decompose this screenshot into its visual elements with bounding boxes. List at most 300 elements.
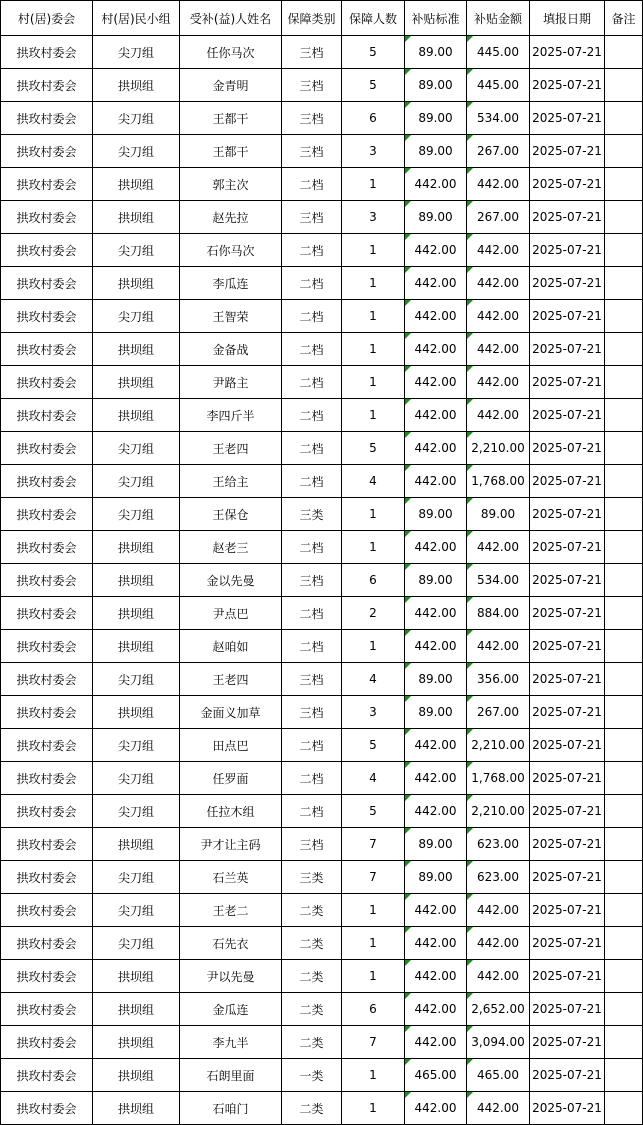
persons-cell[interactable]: 7 <box>342 828 405 861</box>
category-cell[interactable]: 二档 <box>282 267 342 300</box>
remarks-cell[interactable] <box>605 69 643 102</box>
category-cell[interactable]: 二类 <box>282 927 342 960</box>
date-cell[interactable]: 2025-07-21 <box>530 597 605 630</box>
village-group-cell[interactable]: 尖刀组 <box>93 498 180 531</box>
persons-cell[interactable]: 1 <box>342 894 405 927</box>
standard-cell[interactable]: 442.00 <box>405 960 467 993</box>
date-cell[interactable]: 2025-07-21 <box>530 465 605 498</box>
date-cell[interactable]: 2025-07-21 <box>530 861 605 894</box>
village-group-cell[interactable]: 尖刀组 <box>93 102 180 135</box>
remarks-cell[interactable] <box>605 696 643 729</box>
date-cell[interactable]: 2025-07-21 <box>530 168 605 201</box>
category-cell[interactable]: 三类 <box>282 861 342 894</box>
village-group-cell[interactable]: 尖刀组 <box>93 762 180 795</box>
standard-cell[interactable]: 442.00 <box>405 432 467 465</box>
date-cell[interactable]: 2025-07-21 <box>530 993 605 1026</box>
beneficiary-name-cell[interactable]: 王老四 <box>180 432 282 465</box>
beneficiary-name-cell[interactable]: 石兰英 <box>180 861 282 894</box>
amount-cell[interactable]: 442.00 <box>467 234 530 267</box>
date-cell[interactable]: 2025-07-21 <box>530 69 605 102</box>
date-cell[interactable]: 2025-07-21 <box>530 1026 605 1059</box>
date-cell[interactable]: 2025-07-21 <box>530 1059 605 1092</box>
remarks-cell[interactable] <box>605 1059 643 1092</box>
standard-cell[interactable]: 442.00 <box>405 465 467 498</box>
standard-cell[interactable]: 442.00 <box>405 729 467 762</box>
category-cell[interactable]: 二类 <box>282 993 342 1026</box>
category-cell[interactable]: 三档 <box>282 663 342 696</box>
village-group-cell[interactable]: 拱坝组 <box>93 201 180 234</box>
standard-cell[interactable]: 89.00 <box>405 201 467 234</box>
remarks-cell[interactable] <box>605 762 643 795</box>
standard-cell[interactable]: 89.00 <box>405 696 467 729</box>
remarks-cell[interactable] <box>605 300 643 333</box>
amount-cell[interactable]: 267.00 <box>467 201 530 234</box>
village-committee-cell[interactable]: 拱玫村委会 <box>1 993 93 1026</box>
village-group-cell[interactable]: 拱坝组 <box>93 1092 180 1125</box>
village-committee-cell[interactable]: 拱玫村委会 <box>1 861 93 894</box>
remarks-cell[interactable] <box>605 498 643 531</box>
village-group-cell[interactable]: 尖刀组 <box>93 729 180 762</box>
category-cell[interactable]: 二类 <box>282 1092 342 1125</box>
beneficiary-name-cell[interactable]: 石你马次 <box>180 234 282 267</box>
remarks-cell[interactable] <box>605 795 643 828</box>
standard-cell[interactable]: 89.00 <box>405 498 467 531</box>
village-committee-cell[interactable]: 拱玫村委会 <box>1 201 93 234</box>
category-cell[interactable]: 二档 <box>282 795 342 828</box>
standard-cell[interactable]: 442.00 <box>405 267 467 300</box>
village-group-cell[interactable]: 尖刀组 <box>93 795 180 828</box>
village-committee-cell[interactable]: 拱玫村委会 <box>1 696 93 729</box>
remarks-cell[interactable] <box>605 36 643 69</box>
village-group-cell[interactable]: 尖刀组 <box>93 927 180 960</box>
village-group-cell[interactable]: 拱坝组 <box>93 1026 180 1059</box>
village-committee-cell[interactable]: 拱玫村委会 <box>1 432 93 465</box>
amount-cell[interactable]: 442.00 <box>467 630 530 663</box>
persons-cell[interactable]: 7 <box>342 861 405 894</box>
remarks-cell[interactable] <box>605 564 643 597</box>
standard-cell[interactable]: 442.00 <box>405 630 467 663</box>
standard-cell[interactable]: 442.00 <box>405 234 467 267</box>
category-cell[interactable]: 二档 <box>282 168 342 201</box>
beneficiary-name-cell[interactable]: 尹以先曼 <box>180 960 282 993</box>
category-cell[interactable]: 二档 <box>282 531 342 564</box>
village-committee-cell[interactable]: 拱玫村委会 <box>1 69 93 102</box>
standard-cell[interactable]: 89.00 <box>405 102 467 135</box>
village-committee-cell[interactable]: 拱玫村委会 <box>1 597 93 630</box>
category-cell[interactable]: 二档 <box>282 333 342 366</box>
beneficiary-name-cell[interactable]: 任拉木组 <box>180 795 282 828</box>
beneficiary-name-cell[interactable]: 赵老三 <box>180 531 282 564</box>
persons-cell[interactable]: 3 <box>342 696 405 729</box>
amount-cell[interactable]: 442.00 <box>467 366 530 399</box>
category-cell[interactable]: 二档 <box>282 366 342 399</box>
persons-cell[interactable]: 1 <box>342 630 405 663</box>
village-group-cell[interactable]: 拱坝组 <box>93 531 180 564</box>
beneficiary-name-cell[interactable]: 尹点巴 <box>180 597 282 630</box>
beneficiary-name-cell[interactable]: 李四斤半 <box>180 399 282 432</box>
village-group-cell[interactable]: 尖刀组 <box>93 135 180 168</box>
amount-cell[interactable]: 442.00 <box>467 960 530 993</box>
date-cell[interactable]: 2025-07-21 <box>530 828 605 861</box>
village-committee-cell[interactable]: 拱玫村委会 <box>1 960 93 993</box>
standard-cell[interactable]: 89.00 <box>405 135 467 168</box>
category-cell[interactable]: 二档 <box>282 399 342 432</box>
beneficiary-name-cell[interactable]: 王老二 <box>180 894 282 927</box>
header-row <box>1 1 643 36</box>
standard-cell[interactable]: 442.00 <box>405 366 467 399</box>
category-cell[interactable]: 三档 <box>282 102 342 135</box>
amount-cell[interactable]: 465.00 <box>467 1059 530 1092</box>
remarks-cell[interactable] <box>605 333 643 366</box>
village-group-cell[interactable]: 拱坝组 <box>93 696 180 729</box>
village-group-cell[interactable]: 拱坝组 <box>93 69 180 102</box>
table-row <box>1 1026 643 1059</box>
persons-cell[interactable]: 5 <box>342 36 405 69</box>
date-cell[interactable]: 2025-07-21 <box>530 135 605 168</box>
remarks-cell[interactable] <box>605 234 643 267</box>
beneficiary-name-cell[interactable]: 尹才让主码 <box>180 828 282 861</box>
persons-cell[interactable]: 5 <box>342 69 405 102</box>
standard-cell[interactable]: 89.00 <box>405 663 467 696</box>
amount-cell[interactable]: 3,094.00 <box>467 1026 530 1059</box>
amount-cell[interactable]: 356.00 <box>467 663 530 696</box>
beneficiary-name-cell[interactable]: 郭主次 <box>180 168 282 201</box>
beneficiary-name-cell[interactable]: 金面义加草 <box>180 696 282 729</box>
standard-cell[interactable]: 442.00 <box>405 531 467 564</box>
amount-cell[interactable]: 623.00 <box>467 861 530 894</box>
amount-cell[interactable]: 445.00 <box>467 69 530 102</box>
date-cell[interactable]: 2025-07-21 <box>530 762 605 795</box>
persons-cell[interactable]: 1 <box>342 960 405 993</box>
remarks-cell[interactable] <box>605 927 643 960</box>
amount-cell[interactable]: 2,210.00 <box>467 795 530 828</box>
table-row <box>1 762 643 795</box>
remarks-cell[interactable] <box>605 1092 643 1125</box>
village-group-cell[interactable]: 拱坝组 <box>93 1059 180 1092</box>
persons-cell[interactable]: 1 <box>342 366 405 399</box>
category-cell[interactable]: 二类 <box>282 960 342 993</box>
standard-cell[interactable]: 89.00 <box>405 564 467 597</box>
remarks-cell[interactable] <box>605 432 643 465</box>
category-cell[interactable]: 三档 <box>282 696 342 729</box>
beneficiary-name-cell[interactable]: 金青明 <box>180 69 282 102</box>
standard-cell[interactable]: 442.00 <box>405 894 467 927</box>
amount-cell[interactable]: 442.00 <box>467 1092 530 1125</box>
date-cell[interactable]: 2025-07-21 <box>530 267 605 300</box>
standard-cell[interactable]: 442.00 <box>405 168 467 201</box>
village-committee-cell[interactable]: 拱玫村委会 <box>1 1092 93 1125</box>
beneficiary-name-cell[interactable]: 王智荣 <box>180 300 282 333</box>
beneficiary-name-cell[interactable]: 王都干 <box>180 102 282 135</box>
village-group-cell[interactable]: 尖刀组 <box>93 894 180 927</box>
date-cell[interactable]: 2025-07-21 <box>530 432 605 465</box>
persons-cell[interactable]: 6 <box>342 102 405 135</box>
date-cell[interactable]: 2025-07-21 <box>530 366 605 399</box>
beneficiary-name-cell[interactable]: 李瓜连 <box>180 267 282 300</box>
village-group-cell[interactable]: 拱坝组 <box>93 960 180 993</box>
standard-cell[interactable]: 442.00 <box>405 300 467 333</box>
amount-cell[interactable]: 2,210.00 <box>467 432 530 465</box>
category-cell[interactable]: 二档 <box>282 597 342 630</box>
date-cell[interactable]: 2025-07-21 <box>530 795 605 828</box>
category-cell[interactable]: 三类 <box>282 498 342 531</box>
village-committee-cell[interactable]: 拱玫村委会 <box>1 333 93 366</box>
remarks-cell[interactable] <box>605 828 643 861</box>
category-cell[interactable]: 二档 <box>282 234 342 267</box>
date-cell[interactable]: 2025-07-21 <box>530 630 605 663</box>
standard-cell[interactable]: 442.00 <box>405 795 467 828</box>
standard-cell[interactable]: 89.00 <box>405 828 467 861</box>
village-committee-cell[interactable]: 拱玫村委会 <box>1 729 93 762</box>
category-cell[interactable]: 三档 <box>282 36 342 69</box>
village-group-cell[interactable]: 拱坝组 <box>93 993 180 1026</box>
village-group-cell[interactable]: 拱坝组 <box>93 564 180 597</box>
standard-cell[interactable]: 89.00 <box>405 861 467 894</box>
standard-cell[interactable]: 442.00 <box>405 762 467 795</box>
persons-cell[interactable]: 1 <box>342 300 405 333</box>
date-cell[interactable]: 2025-07-21 <box>530 300 605 333</box>
village-group-cell[interactable]: 尖刀组 <box>93 234 180 267</box>
standard-cell[interactable]: 442.00 <box>405 597 467 630</box>
date-cell[interactable]: 2025-07-21 <box>530 564 605 597</box>
amount-cell[interactable]: 534.00 <box>467 102 530 135</box>
amount-cell[interactable]: 623.00 <box>467 828 530 861</box>
date-cell[interactable]: 2025-07-21 <box>530 927 605 960</box>
standard-cell[interactable]: 442.00 <box>405 399 467 432</box>
date-cell[interactable]: 2025-07-21 <box>530 729 605 762</box>
village-committee-cell[interactable]: 拱玫村委会 <box>1 630 93 663</box>
persons-cell[interactable]: 3 <box>342 135 405 168</box>
standard-cell[interactable]: 442.00 <box>405 927 467 960</box>
village-group-cell[interactable]: 拱坝组 <box>93 597 180 630</box>
village-committee-cell[interactable]: 拱玫村委会 <box>1 300 93 333</box>
category-cell[interactable]: 二类 <box>282 894 342 927</box>
persons-cell[interactable]: 4 <box>342 663 405 696</box>
remarks-cell[interactable] <box>605 465 643 498</box>
remarks-cell[interactable] <box>605 729 643 762</box>
persons-cell[interactable]: 6 <box>342 993 405 1026</box>
category-cell[interactable]: 三档 <box>282 201 342 234</box>
village-committee-cell[interactable]: 拱玫村委会 <box>1 1026 93 1059</box>
remarks-cell[interactable] <box>605 267 643 300</box>
date-cell[interactable]: 2025-07-21 <box>530 894 605 927</box>
village-committee-cell[interactable]: 拱玫村委会 <box>1 564 93 597</box>
date-cell[interactable]: 2025-07-21 <box>530 234 605 267</box>
date-cell[interactable]: 2025-07-21 <box>530 36 605 69</box>
persons-cell[interactable]: 1 <box>342 1059 405 1092</box>
remarks-cell[interactable] <box>605 102 643 135</box>
standard-cell[interactable]: 89.00 <box>405 36 467 69</box>
village-committee-cell[interactable]: 拱玫村委会 <box>1 102 93 135</box>
village-group-cell[interactable]: 尖刀组 <box>93 432 180 465</box>
persons-cell[interactable]: 4 <box>342 465 405 498</box>
beneficiary-name-cell[interactable]: 任罗面 <box>180 762 282 795</box>
persons-cell[interactable]: 1 <box>342 1092 405 1125</box>
village-group-cell[interactable]: 尖刀组 <box>93 663 180 696</box>
village-committee-cell[interactable]: 拱玫村委会 <box>1 135 93 168</box>
persons-cell[interactable]: 5 <box>342 795 405 828</box>
category-cell[interactable]: 三档 <box>282 564 342 597</box>
remarks-cell[interactable] <box>605 399 643 432</box>
date-cell[interactable]: 2025-07-21 <box>530 531 605 564</box>
beneficiary-name-cell[interactable]: 田点巴 <box>180 729 282 762</box>
village-group-cell[interactable]: 尖刀组 <box>93 465 180 498</box>
standard-cell[interactable]: 465.00 <box>405 1059 467 1092</box>
persons-cell[interactable]: 7 <box>342 1026 405 1059</box>
beneficiary-name-cell[interactable]: 赵先拉 <box>180 201 282 234</box>
village-committee-cell[interactable]: 拱玫村委会 <box>1 1059 93 1092</box>
village-committee-cell[interactable]: 拱玫村委会 <box>1 234 93 267</box>
amount-cell[interactable]: 1,768.00 <box>467 762 530 795</box>
persons-cell[interactable]: 6 <box>342 564 405 597</box>
date-cell[interactable]: 2025-07-21 <box>530 1092 605 1125</box>
remarks-cell[interactable] <box>605 993 643 1026</box>
amount-cell[interactable]: 534.00 <box>467 564 530 597</box>
persons-cell[interactable]: 1 <box>342 927 405 960</box>
village-group-cell[interactable]: 拱坝组 <box>93 366 180 399</box>
persons-cell[interactable]: 1 <box>342 498 405 531</box>
amount-cell[interactable]: 445.00 <box>467 36 530 69</box>
village-committee-cell[interactable]: 拱玫村委会 <box>1 498 93 531</box>
beneficiary-name-cell[interactable]: 王老四 <box>180 663 282 696</box>
date-cell[interactable]: 2025-07-21 <box>530 696 605 729</box>
persons-cell[interactable]: 1 <box>342 531 405 564</box>
remarks-cell[interactable] <box>605 630 643 663</box>
beneficiary-name-cell[interactable]: 石先衣 <box>180 927 282 960</box>
beneficiary-name-cell[interactable]: 王给主 <box>180 465 282 498</box>
date-cell[interactable]: 2025-07-21 <box>530 663 605 696</box>
standard-cell[interactable]: 442.00 <box>405 1092 467 1125</box>
date-cell[interactable]: 2025-07-21 <box>530 333 605 366</box>
amount-cell[interactable]: 1,768.00 <box>467 465 530 498</box>
persons-cell[interactable]: 4 <box>342 762 405 795</box>
village-committee-cell[interactable]: 拱玫村委会 <box>1 927 93 960</box>
category-cell[interactable]: 二档 <box>282 762 342 795</box>
beneficiary-name-cell[interactable]: 王都干 <box>180 135 282 168</box>
village-committee-cell[interactable]: 拱玫村委会 <box>1 366 93 399</box>
village-group-cell[interactable]: 拱坝组 <box>93 168 180 201</box>
remarks-cell[interactable] <box>605 201 643 234</box>
village-committee-cell[interactable]: 拱玫村委会 <box>1 894 93 927</box>
date-cell[interactable]: 2025-07-21 <box>530 498 605 531</box>
village-group-cell[interactable]: 拱坝组 <box>93 333 180 366</box>
standard-cell[interactable]: 89.00 <box>405 69 467 102</box>
date-cell[interactable]: 2025-07-21 <box>530 102 605 135</box>
amount-cell[interactable]: 2,210.00 <box>467 729 530 762</box>
persons-cell[interactable]: 2 <box>342 597 405 630</box>
amount-cell[interactable]: 442.00 <box>467 333 530 366</box>
remarks-cell[interactable] <box>605 597 643 630</box>
beneficiary-name-cell[interactable]: 金以先曼 <box>180 564 282 597</box>
remarks-cell[interactable] <box>605 168 643 201</box>
beneficiary-name-cell[interactable]: 石朗里面 <box>180 1059 282 1092</box>
beneficiary-name-cell[interactable]: 赵咱如 <box>180 630 282 663</box>
remarks-cell[interactable] <box>605 366 643 399</box>
persons-cell[interactable]: 1 <box>342 333 405 366</box>
category-cell[interactable]: 二档 <box>282 432 342 465</box>
remarks-cell[interactable] <box>605 1026 643 1059</box>
remarks-cell[interactable] <box>605 135 643 168</box>
amount-cell[interactable]: 442.00 <box>467 894 530 927</box>
category-cell[interactable]: 二档 <box>282 300 342 333</box>
village-committee-cell[interactable]: 拱玫村委会 <box>1 465 93 498</box>
beneficiary-name-cell[interactable]: 石咱门 <box>180 1092 282 1125</box>
village-group-cell[interactable]: 拱坝组 <box>93 399 180 432</box>
category-cell[interactable]: 三档 <box>282 69 342 102</box>
remarks-cell[interactable] <box>605 663 643 696</box>
category-cell[interactable]: 三档 <box>282 828 342 861</box>
persons-cell[interactable]: 1 <box>342 234 405 267</box>
category-cell[interactable]: 二类 <box>282 1026 342 1059</box>
village-group-cell[interactable]: 拱坝组 <box>93 630 180 663</box>
beneficiary-name-cell[interactable]: 尹路主 <box>180 366 282 399</box>
persons-cell[interactable]: 3 <box>342 201 405 234</box>
village-committee-cell[interactable]: 拱玫村委会 <box>1 795 93 828</box>
village-committee-cell[interactable]: 拱玫村委会 <box>1 168 93 201</box>
village-group-cell[interactable]: 拱坝组 <box>93 828 180 861</box>
village-group-cell[interactable]: 尖刀组 <box>93 300 180 333</box>
amount-cell[interactable]: 267.00 <box>467 135 530 168</box>
beneficiary-name-cell[interactable]: 金备战 <box>180 333 282 366</box>
village-committee-cell[interactable]: 拱玫村委会 <box>1 663 93 696</box>
amount-cell[interactable]: 884.00 <box>467 597 530 630</box>
beneficiary-name-cell[interactable]: 金瓜连 <box>180 993 282 1026</box>
standard-cell[interactable]: 442.00 <box>405 333 467 366</box>
village-committee-cell[interactable]: 拱玫村委会 <box>1 267 93 300</box>
remarks-cell[interactable] <box>605 894 643 927</box>
village-committee-cell[interactable]: 拱玫村委会 <box>1 399 93 432</box>
amount-cell[interactable]: 442.00 <box>467 927 530 960</box>
village-committee-cell[interactable]: 拱玫村委会 <box>1 36 93 69</box>
date-cell[interactable]: 2025-07-21 <box>530 399 605 432</box>
village-committee-cell[interactable]: 拱玫村委会 <box>1 531 93 564</box>
category-cell[interactable]: 二档 <box>282 729 342 762</box>
amount-cell[interactable]: 89.00 <box>467 498 530 531</box>
category-cell[interactable]: 三档 <box>282 135 342 168</box>
remarks-cell[interactable] <box>605 531 643 564</box>
persons-cell[interactable]: 1 <box>342 168 405 201</box>
amount-cell[interactable]: 442.00 <box>467 168 530 201</box>
standard-cell[interactable]: 442.00 <box>405 1026 467 1059</box>
persons-cell[interactable]: 1 <box>342 267 405 300</box>
date-cell[interactable]: 2025-07-21 <box>530 201 605 234</box>
remarks-cell[interactable] <box>605 960 643 993</box>
beneficiary-name-cell[interactable]: 李九半 <box>180 1026 282 1059</box>
amount-cell[interactable]: 442.00 <box>467 300 530 333</box>
date-cell[interactable]: 2025-07-21 <box>530 960 605 993</box>
persons-cell[interactable]: 5 <box>342 432 405 465</box>
amount-cell[interactable]: 267.00 <box>467 696 530 729</box>
amount-cell[interactable]: 442.00 <box>467 267 530 300</box>
village-group-cell[interactable]: 尖刀组 <box>93 861 180 894</box>
village-committee-cell[interactable]: 拱玫村委会 <box>1 828 93 861</box>
remarks-cell[interactable] <box>605 861 643 894</box>
amount-cell[interactable]: 442.00 <box>467 531 530 564</box>
category-cell[interactable]: 二档 <box>282 465 342 498</box>
standard-cell[interactable]: 442.00 <box>405 993 467 1026</box>
category-cell[interactable]: 一类 <box>282 1059 342 1092</box>
village-committee-cell[interactable]: 拱玫村委会 <box>1 762 93 795</box>
beneficiary-name-cell[interactable]: 任你马次 <box>180 36 282 69</box>
persons-cell[interactable]: 5 <box>342 729 405 762</box>
village-group-cell[interactable]: 尖刀组 <box>93 36 180 69</box>
beneficiary-name-cell[interactable]: 王保仓 <box>180 498 282 531</box>
persons-cell[interactable]: 1 <box>342 399 405 432</box>
village-group-cell[interactable]: 拱坝组 <box>93 267 180 300</box>
category-cell[interactable]: 二档 <box>282 630 342 663</box>
amount-cell[interactable]: 442.00 <box>467 399 530 432</box>
amount-cell[interactable]: 2,652.00 <box>467 993 530 1026</box>
